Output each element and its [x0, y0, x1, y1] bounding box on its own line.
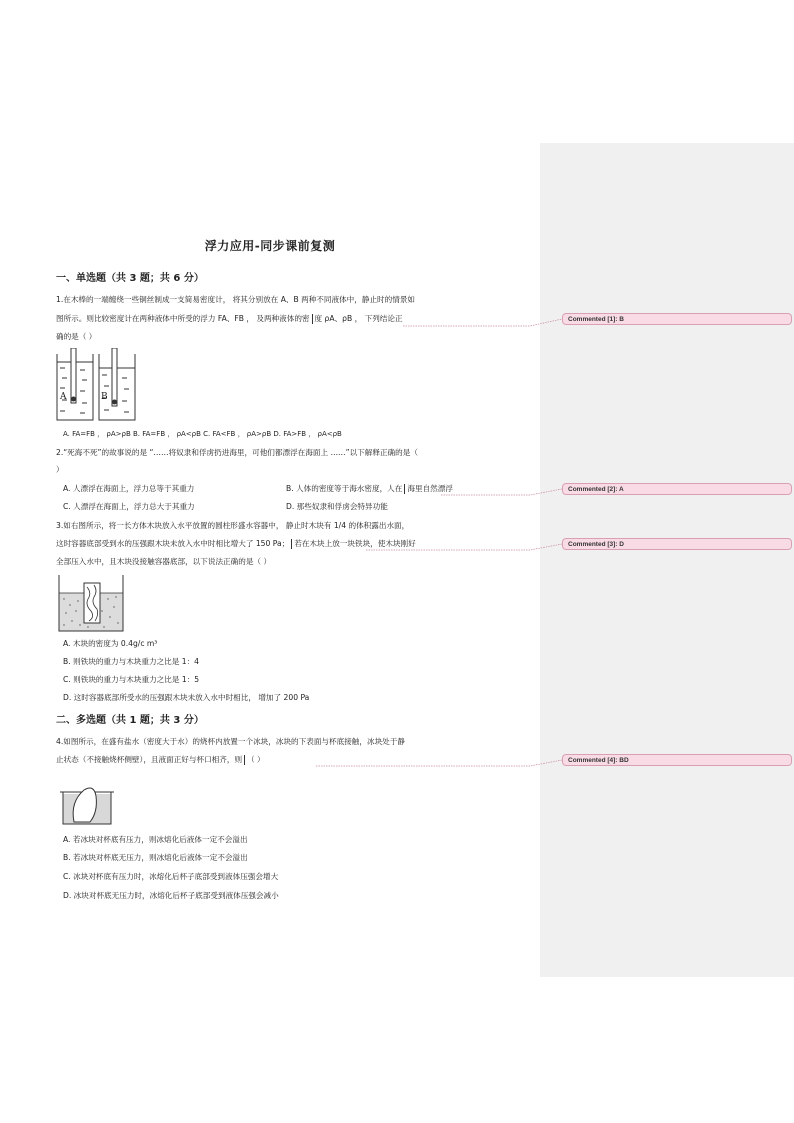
- q1-stem-part-c: B ， 及两种液体的密: [238, 314, 310, 323]
- q4-option-d: D. 冰块对杯底无压力时，冰熔化后杯子底部受到液体压强会减小: [63, 891, 279, 900]
- q2-option-a: A. 人漂浮在海面上，浮力总等于其重力: [63, 484, 195, 493]
- q3-stem-line2: [56, 539, 416, 549]
- q1-stem-line3: 确的是（ ）: [56, 332, 97, 341]
- q2-stem-line2: ）: [56, 465, 64, 474]
- q1-stem-part-a: 图所示。则比较密度计在两种液体中所受的浮力 F: [56, 314, 222, 323]
- q4-option-b: B. 若冰块对杯底无压力，则冰熔化后液体一定不会溢出: [63, 853, 248, 862]
- q4-stem-line1: 4.如图所示，在盛有盐水（密度大于水）的烧杯内放置一个冰块，冰块的下表面与杯底接触，冰块处于静: [56, 737, 405, 746]
- q3-option-c: C. 则铁块的重力与木块重力之比是 1：5: [63, 675, 200, 684]
- comment-anchor-3[interactable]: [291, 539, 292, 549]
- q3-stem-line1: 3.如右图所示，将一长方体木块放入水平放置的圆柱形盛水容器中， 静止时木块有 1/4 的体积露出水面，: [56, 521, 410, 530]
- q1-stem-line1: 1.在木棒的一端缠绕一些铜丝制成一支简易密度计， 将其分别放在 A、B 两种不同液体中，静止时的情景如: [56, 295, 416, 304]
- q4-stem-part-b: （ ）: [247, 755, 265, 764]
- comment-balloon-2[interactable]: Commented [2]: A: [562, 483, 792, 495]
- q4-option-a: A. 若冰块对杯底有压力，则冰熔化后液体一定不会溢出: [63, 835, 248, 844]
- comment-anchor-2[interactable]: [404, 484, 405, 494]
- q3-option-a: A. 木块的密度为 0.4g/c m³: [63, 639, 158, 648]
- q3-option-d: D. 这时容器底部所受水的压强跟木块未放入水中时相比， 增加了 200 Pa: [63, 693, 310, 702]
- q3-stem-line3: 全部压入水中，且木块没接触容器底部，以下说法正确的是（ ）: [56, 557, 272, 566]
- comment-anchor-4[interactable]: [244, 755, 245, 765]
- q2-option-b: [286, 484, 453, 494]
- q3-wood-block-figure: [58, 575, 126, 633]
- comment-balloon-3[interactable]: Commented [3]: D: [562, 538, 792, 550]
- comment-balloon-1[interactable]: Commented [1]: B: [562, 313, 792, 325]
- comment-anchor-1[interactable]: [312, 314, 313, 324]
- q1-figure-label-a: A: [60, 392, 67, 402]
- q2-option-b-part1: B. 人体的密度等于海水密度，人在: [286, 484, 403, 493]
- q1-hydrometer-figure: [56, 348, 138, 422]
- q2-stem-line1: 2.“死海不死”的故事说的是 “……将奴隶和俘虏扔进海里，可他们都漂浮在海面上 ……”以下解释正确的是（: [56, 448, 418, 457]
- q1-stem-part-b: A、F: [221, 314, 239, 323]
- section-heading-multiple-choice: 二、多选题（共 1 题；共 3 分）: [56, 715, 204, 726]
- q1-options: A. FA=FB ， ρA>ρB B. FA=FB ， ρA<ρB C. FA<FB ， ρA>ρB D. FA>FB ， ρA<ρB: [63, 430, 342, 438]
- q1-stem-part-d: 度 ρA、ρB ， 下列结论正: [314, 314, 403, 323]
- q1-figure-label-b: B: [101, 392, 108, 402]
- q4-stem-part-a: 止状态（不接触烧杯侧壁），且液面正好与杯口相齐，则: [56, 755, 243, 764]
- comment-balloon-4[interactable]: Commented [4]: BD: [562, 754, 792, 766]
- q1-stem-line2: [56, 314, 403, 324]
- q2-option-d: D. 那些奴隶和俘虏会特异功能: [286, 502, 388, 511]
- q3-stem-part-b: 若在木块上放一块铁块，使木块刚好: [294, 539, 416, 548]
- q3-option-b: B. 则铁块的重力与木块重力之比是 1：4: [63, 657, 200, 666]
- q4-stem-line2: [56, 755, 265, 765]
- q4-option-c: C. 冰块对杯底有压力时，冰熔化后杯子底部受到液体压强会增大: [63, 872, 279, 881]
- document-title: 浮力应用-同步课前复测: [204, 239, 336, 253]
- q4-ice-beaker-figure: [60, 782, 116, 826]
- q2-option-c: C. 人漂浮在海面上，浮力总大于其重力: [63, 502, 195, 511]
- q2-option-b-part2: 海里自然漂浮: [407, 484, 453, 493]
- q3-stem-part-a: 这时容器底部受到水的压强跟木块未放入水中时相比增大了 150 Pa；: [56, 539, 290, 548]
- section-heading-single-choice: 一、单选题（共 3 题；共 6 分）: [56, 273, 204, 284]
